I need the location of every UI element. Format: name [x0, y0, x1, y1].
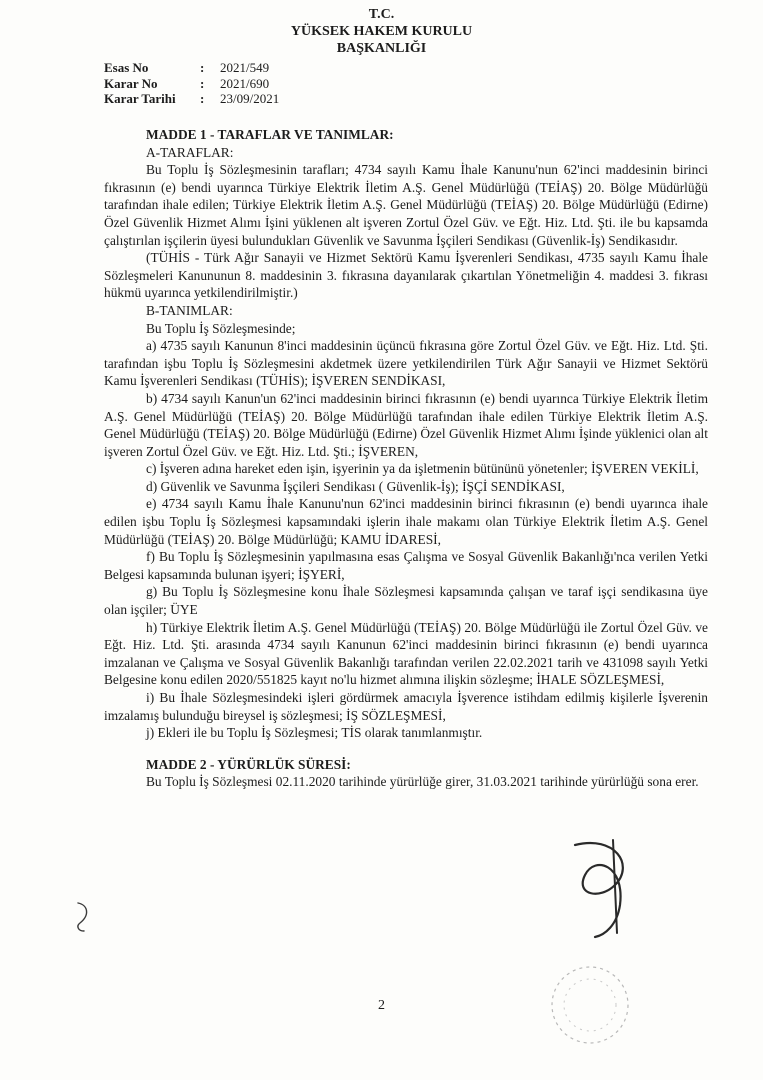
meta-separator: : [200, 75, 205, 91]
section-a-paragraph-1: Bu Toplu İş Sözleşmesinin tarafları; 4734 sayılı Kamu İhale Kanunu'nun 62'inci maddesinin birinci fıkrasının (e) bendi uyarınca Türkiye Elektrik İletim A.Ş. Genel Müdürlüğü (TEİAŞ) 20. Bölge Müdürlüğü tarafından ihale edilen; Türkiye Elektrik İletim A.Ş. Genel Müdürlüğü (TEİAŞ) 20. Bölge Müdürlüğü (Edirne) Özel Güvenlik Hizmet Alımı İşini yüklenen alt işveren Zortul Özel Güv. ve Eğt. Hiz. Ltd. Şti. ile bu kapsamda çalıştırılan işçilerin üyesi bulundukları Güvenlik ve Savunma İşçileri Sendikası (Güvenlik-İş) Sendikasıdır. [104, 162, 708, 248]
document-header [0, 6, 763, 57]
header-line-2: YÜKSEK HAKEM KURULU [290, 24, 473, 39]
meta-value: 2021/549 [220, 60, 270, 75]
definition-item-h: h) Türkiye Elektrik İletim A.Ş. Genel Müdürlüğü (TEİAŞ) 20. Bölge Müdürlüğü ile Zortul Özel Güv. ve Eğt. Hiz. Ltd. Şti. arasında 4734 sayılı Kanunun 62'inci maddesinin birinci fıkrasının (e) bendi uyarınca imzalanan ve Çalışma ve Sosyal Güvenlik Bakanlığı tarafından verilen 22.02.2021 tarih ve 431098 sayılı Yetki Belgesine konu edilen 2020/551825 kayıt no'lu hizmet alımına ilişkin sözleşme; İHALE SÖZLEŞMESİ, [104, 619, 708, 688]
handwritten-mark [70, 895, 100, 935]
section-b-title: B-TANIMLAR: [146, 302, 233, 318]
definition-item-b: b) 4734 sayılı Kanun'un 62'inci maddesinin birinci fıkrasının (e) bendi uyarınca Türkiye Elektrik İletim A.Ş. Genel Müdürlüğü (TEİAŞ) 20. Bölge Müdürlüğü tarafından ihale edilen Türkiye Elektrik İletim A.Ş. Genel Müdürlüğü (TEİAŞ) 20. Bölge Müdürlüğü (Edirne) Özel Güvenlik Hizmet Alımı İşinde yüklenici olan alt işveren Zortul Özel Güv. ve Eğt. Hiz. Ltd. Şti.; İŞVEREN, [104, 390, 708, 459]
signature-scribble [555, 825, 645, 945]
header-line-3: BAŞKANLIĞI [336, 41, 427, 56]
section-a-title: A-TARAFLAR: [146, 144, 234, 160]
article-2-paragraph: Bu Toplu İş Sözleşmesi 02.11.2020 tarihinde yürürlüğe girer, 31.03.2021 tarihinde yürürlüğü sona erer. [146, 774, 699, 790]
definition-item-c: c) İşveren adına hareket eden işin, işyerinin ya da işletmenin bütününü yönetenler; İŞVEREN VEKİLİ, [146, 461, 699, 477]
section-a-paragraph-2: (TÜHİS - Türk Ağır Sanayii ve Hizmet Sektörü Kamu İşverenleri Sendikası, 4735 sayılı Kamu İhale Sözleşmeleri Kanununun 8. maddesinin 3. fıkrasına dayanılarak çıkartılan Yönetmeliğin 4. maddesi 3. fıkrası hükmü uyarınca yetkilendirilmiştir.) [104, 250, 708, 301]
meta-row [104, 60, 279, 76]
document-body [104, 126, 708, 791]
spacer [104, 742, 708, 756]
meta-label: Karar Tarihi [104, 91, 176, 106]
definition-item-g: g) Bu Toplu İş Sözleşmesine konu İhale Sözleşmesi kapsamında çalışan ve taraf işçi sendikasına üye olan işçiler; ÜYE [104, 584, 708, 618]
article-1-title: MADDE 1 - TARAFLAR VE TANIMLAR: [146, 127, 394, 142]
page-number: 2 [378, 998, 385, 1013]
meta-value: 23/09/2021 [220, 91, 280, 106]
header-line-1: T.C. [368, 7, 395, 22]
definition-item-j: j) Ekleri ile bu Toplu İş Sözleşmesi; TİS olarak tanımlanmıştır. [146, 725, 483, 741]
definition-item-a: a) 4735 sayılı Kanunun 8'inci maddesinin üçüncü fıkrasına göre Zortul Özel Güv. ve Eğt. Hiz. Ltd. Şti. tarafından işbu Toplu İş Sözleşmesini akdetmek üzere yetkilendirilen Türk Ağır Sanayii ve Hizmet Sektörü Kamu İşverenleri Sendikası (TÜHİS); İŞVEREN SENDİKASI, [104, 338, 708, 389]
meta-label: Esas No [104, 60, 149, 75]
definition-item-i: i) Bu İhale Sözleşmesindeki işleri gördürmek amacıyla İşverence istihdam edilmiş kişilerle İşverenin imzalamış bulunduğu bireysel iş sözleşmesi; İŞ SÖZLEŞMESİ, [104, 690, 708, 723]
article-2-title: MADDE 2 - YÜRÜRLÜK SÜRESİ: [146, 756, 351, 772]
meta-separator: : [200, 91, 205, 106]
meta-row [104, 76, 279, 92]
meta-label: Karar No [104, 75, 158, 91]
definition-item-d: d) Güvenlik ve Savunma İşçileri Sendikası ( Güvenlik-İş); İŞÇİ SENDİKASI, [146, 478, 565, 494]
definition-item-f: f) Bu Toplu İş Sözleşmesinin yapılmasına esas Çalışma ve Sosyal Güvenlik Bakanlığı'nca verilen Yetki Belgesi kapsamında bulunan işyeri; İŞYERİ, [104, 549, 708, 582]
section-b-intro: Bu Toplu İş Sözleşmesinde; [146, 320, 296, 336]
definition-item-e: e) 4734 sayılı Kamu İhale Kanunu'nun 62'inci maddesinin birinci fıkrasının (e) bendi uyarınca ihale edilen işbu Toplu İş Sözleşmesi kapsamındaki işlerin ihale makamı olan Türkiye Elektrik İletim A.Ş. Genel Müdürlüğü (TEİAŞ) 20. Bölge Müdürlüğü; KAMU İDARESİ, [104, 496, 708, 547]
meta-row [104, 91, 279, 107]
case-metadata [104, 60, 279, 107]
meta-separator: : [200, 60, 205, 75]
meta-value: 2021/690 [220, 75, 270, 91]
